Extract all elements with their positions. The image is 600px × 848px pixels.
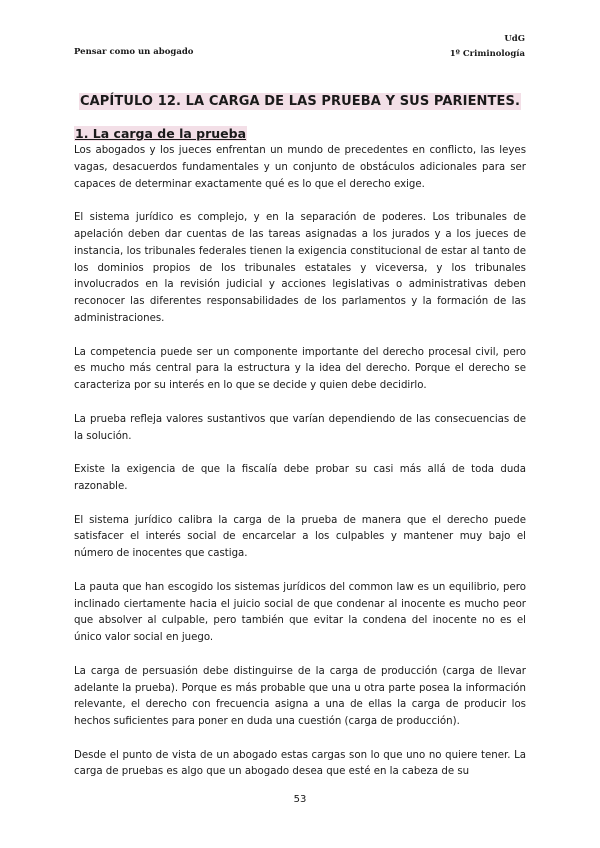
- chapter-title: [74, 90, 526, 109]
- page-number: 53: [293, 794, 307, 805]
- paragraph: Los abogados y los jueces enfrentan un mundo de precedentes en conflicto, las leyes vagas, desacuerdos fundamentales y un conjunto de obstáculos adicionales para ser capaces de determinar exactamente qué es lo que el derecho exige.: [74, 145, 526, 190]
- paragraph: Existe la exigencia de que la fiscalía debe probar su casi más allá de toda duda razonable.: [74, 464, 526, 492]
- paragraph: Desde el punto de vista de un abogado estas cargas son lo que uno no quiere tener. La carga de pruebas es algo que un abogado desea que esté en la cabeza de su: [74, 749, 526, 778]
- header-course-info: [450, 32, 525, 62]
- paragraph: El sistema jurídico calibra la carga de la prueba de manera que el derecho puede satisfacer el interés social de encarcelar a los culpables y mantener muy bajo el número de inocentes que castiga.: [74, 514, 526, 560]
- paragraph: La competencia puede ser un componente importante del derecho procesal civil, pero es mucho más central para la estructura y la idea del derecho. Porque el derecho se caracteriza por su interés en lo que se decide y quien debe decidirlo.: [74, 346, 526, 392]
- chapter-title-text: CAPÍTULO 12. LA CARGA DE LAS PRUEBA Y SUS PARIENTES.: [80, 94, 520, 109]
- paragraph: La prueba refleja valores sustantivos que varían dependiendo de las consecuencias de la solución.: [74, 413, 526, 442]
- header-degree: 1º Criminología: [449, 49, 525, 59]
- section-title: 1. La carga de la prueba: [75, 126, 247, 141]
- paragraph: La carga de persuasión debe distinguirse de la carga de producción (carga de llevar adelante la prueba). Porque es más probable que una u otra parte posea la información relevante, el derecho con frecuencia asigna a una de ellas la carga de producir los hechos suficientes para poner en duda una cuestión (carga de producción).: [74, 665, 526, 728]
- header-book-title: Pensar como un abogado: [74, 47, 194, 57]
- body-text: [74, 143, 526, 798]
- paragraph: La pauta que han escogido los sistemas jurídicos del common law es un equilibrio, pero inclinado ciertamente hacia el juicio social de que condenar al inocente es mucho peor que absolver al culpable, pero también que evitar la condena del inocente no es el único valor social en juego.: [74, 581, 526, 644]
- paragraph: El sistema jurídico es complejo, y en la separación de poderes. Los tribunales de apelación deben dar cuentas de las tareas asignadas a los jurados y a los jueces de instancia, los tribunales federales tienen la exigencia constitucional de estar al tanto de los dominios propios de los tribunales estatales y viceversa, y los tribunales involucrados en la revisión judicial y acciones legislativas o administrativas deben reconocer las diferentes responsabilidades de los parlamentos y la formación de las administraciones.: [74, 212, 526, 324]
- header-university: UdG: [504, 34, 525, 44]
